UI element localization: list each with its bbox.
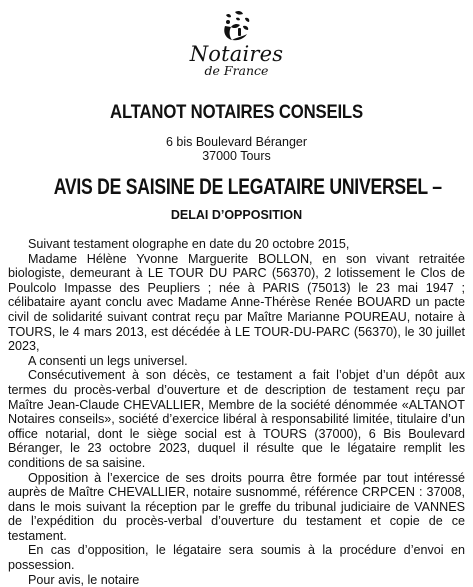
notaires-de-france-logo <box>0 6 473 78</box>
firm-address-city: 37000 Tours <box>202 149 271 163</box>
paragraph-universal-legacy: A consenti un legs universel. <box>28 353 188 368</box>
notice-body <box>8 237 465 587</box>
paragraph-deceased-identity: Madame Hélène Yvonne Marguerite BOLLON, en son vivant retraitée biologiste, demeurant à LE TOUR DU PARC (56370), 2 lotissement le Clos de Poulcolo Impasse des Peupliers ; née à PARIS (75013) le 23 mai 1947 ; célibataire ayant conclu avec Madame Anne-Thérèse Renée BOUARD un pacte civil de solidarité suivant contrat reçu par Maître Marianne POUREAU, notaire à TOURS, le 4 mars 2013, est décédée à LE TOUR-DU-PARC (56370), le 30 juillet 2023, <box>8 251 465 354</box>
notice-title: AVIS DE SAISINE DE LEGATAIRE UNIVERSEL – <box>53 174 442 199</box>
firm-address-street: 6 bis Boulevard Béranger <box>165 135 308 149</box>
paragraph-testament-date: Suivant testament olographe en date du 20 octobre 2015, <box>28 237 350 251</box>
firm-name: ALTANOT NOTAIRES CONSEILS <box>110 102 363 123</box>
logo-subtitle: de France <box>204 63 269 78</box>
paragraph-opposition: Opposition à l’exercice de ses droits pourra être formée par tout intéressé auprès de Maître CHEVALLIER, notaire susnommé, référence CRPCEN : 37008, dans le mois suivant la réception par le greffe du tribunal judiciaire de VANNES de l’expédition du procès-verbal d’ouverture du testament et copie de ce testament. <box>8 470 465 543</box>
logo-title: Notaires <box>189 42 284 66</box>
paragraph-opposition-procedure: En cas d’opposition, le légataire sera soumis à la procédure d’envoi en possession. <box>8 543 465 573</box>
notice-subtitle: DELAI D’OPPOSITION <box>170 208 303 222</box>
paragraph-deposit: Consécutivement à son décès, ce testament a fait l’objet d’un dépôt aux termes du procès-verbal d’ouverture et de description de testament reçu par Maître Jean-Claude CHEVALLIER, Membre de la société dénommée «ALTANOT Notaires conseils», société d’exercice libéral à responsabilité limitée, titulaire d’un office notarial, dont le siège social est à TOURS (37000), 6 Bis Boulevard Béranger, le 23 octobre 2023, duquel il résulte que le légataire remplit les conditions de sa saisine. <box>8 368 465 470</box>
notaires-emblem-icon <box>219 6 255 42</box>
paragraph-signature: Pour avis, le notaire <box>28 572 140 587</box>
